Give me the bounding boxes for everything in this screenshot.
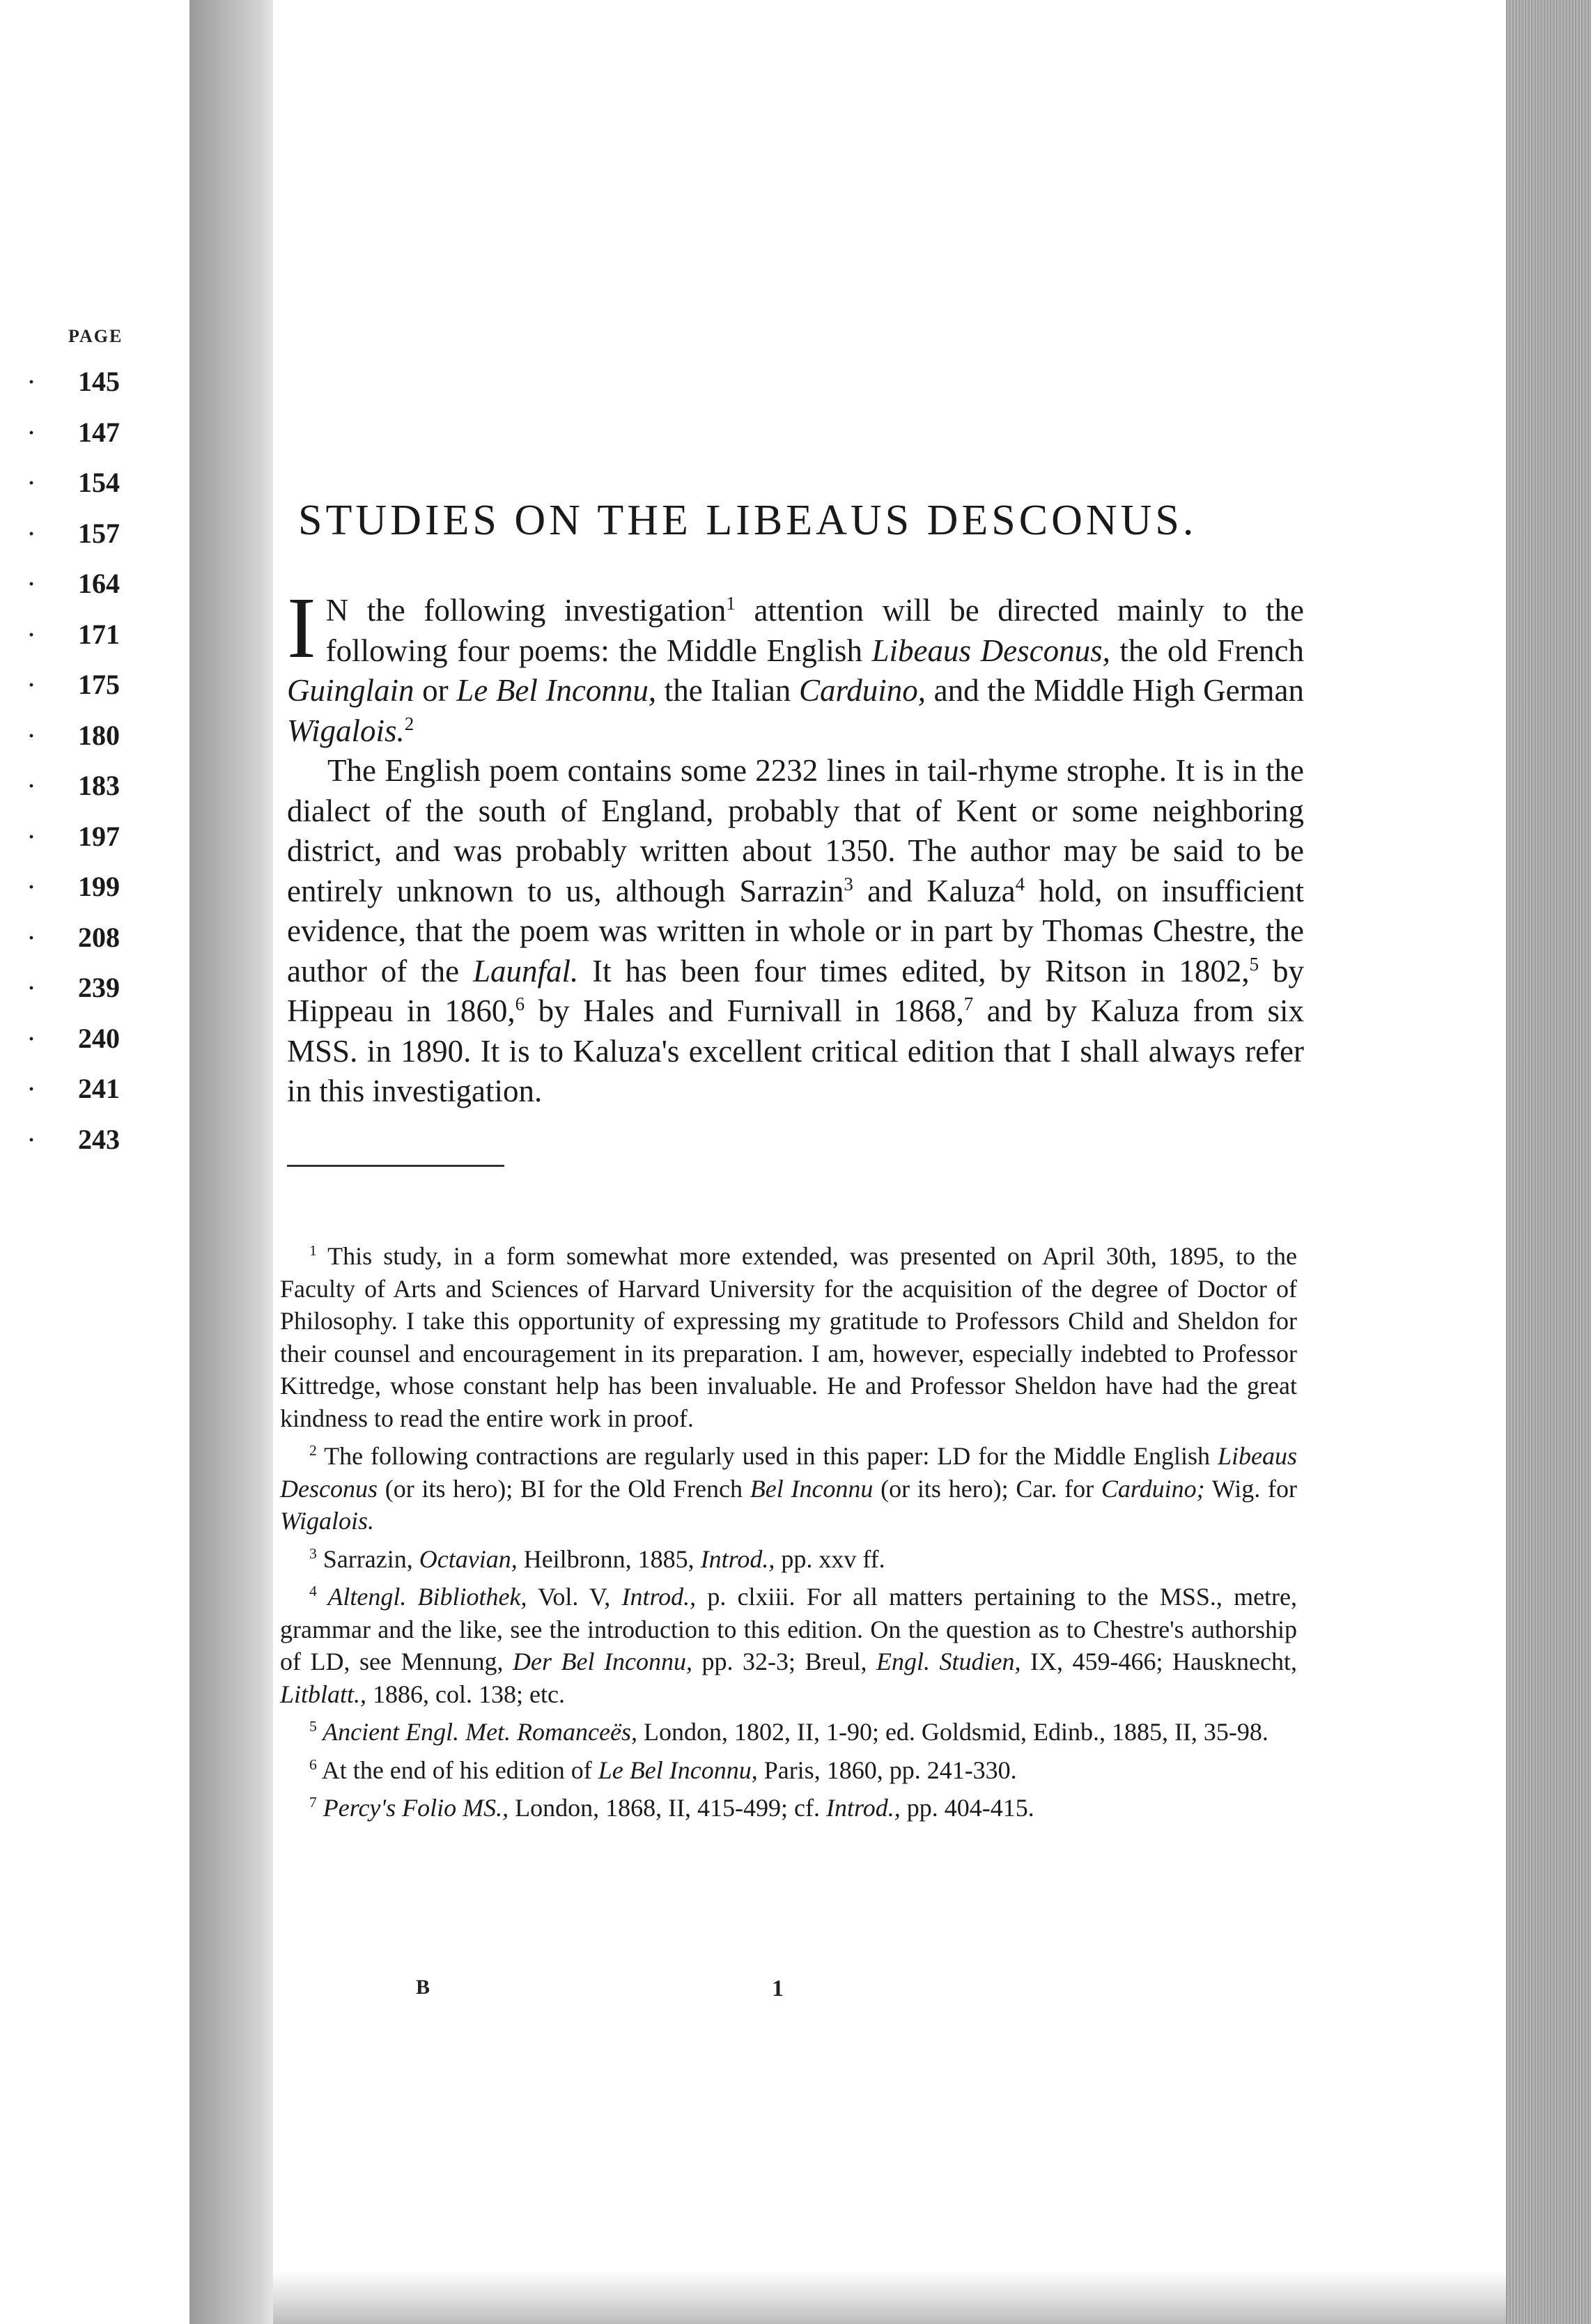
toc-page-number: 243 [78, 1123, 120, 1155]
leader-dot: · [28, 623, 36, 646]
footnote-4 [280, 1581, 1297, 1710]
facing-page [0, 0, 189, 2324]
footnote-italic: Litblatt., [280, 1680, 367, 1708]
footnote-italic: Bel Inconnu [750, 1474, 874, 1503]
footnote-text: 1886, col. 138; etc. [366, 1680, 565, 1708]
para1-text: and the Middle High German [926, 673, 1305, 708]
footnote-italic: Carduino; [1101, 1474, 1205, 1503]
toc-page-number: 157 [78, 517, 120, 549]
footnote-1 [280, 1240, 1297, 1434]
toc-page-number: 199 [78, 871, 120, 902]
footnote-2 [280, 1440, 1297, 1537]
para2-text: and by Kaluza from six MSS. in 1890. It is to Kaluza's excellent critical edition that I shall always refer in this investigation. [287, 993, 1304, 1108]
footnote-text: This study, in a form somewhat more extended, was presented on April 30th, 1895, to the Faculty of Arts and Sciences of Harvard University for the acquisition of the degree of Doctor of Philosophy. I take this opportunity of expressing my gratitude to Professors Child and Sheldon for their counsel and encouragement in its preparation. I am, however, especially indebted to Professor Kittredge, whose constant help has been invaluable. He and Professor Sheldon have had the great kindness to read the entire work in proof. [280, 1242, 1297, 1432]
leader-dot: · [28, 977, 36, 1000]
para2-text: hold, on insufficient evidence, that the poem was written in whole or in part by Thomas Chestre, the author of the [287, 873, 1304, 989]
toc-page-number: 145 [78, 366, 120, 397]
footnote-text: (or its hero); Car. for [873, 1474, 1101, 1503]
footnote-italic: Introd., [621, 1583, 697, 1611]
footnote-text: (or its hero); BI for the Old French [377, 1474, 750, 1503]
leader-dot: · [28, 926, 36, 950]
footnote-text: Sarrazin, [316, 1544, 419, 1573]
para1-text: the Italian [656, 673, 799, 708]
leader-dot: · [28, 876, 36, 899]
leader-dot: · [28, 775, 36, 798]
toc-entry [28, 416, 125, 451]
leader-dot: · [28, 1128, 36, 1152]
toc-entry [28, 1123, 125, 1158]
footnote-3 [280, 1543, 1297, 1576]
toc-page-number: 239 [78, 972, 120, 1003]
toc-entry [28, 618, 125, 653]
toc-entry [28, 820, 125, 855]
footnote-6 [280, 1754, 1297, 1787]
footnote-ref-3: 3 [844, 873, 853, 894]
toc-entry [28, 466, 125, 501]
footnote-text: At the end of his edition of [316, 1756, 598, 1784]
footnote-number: 1 [309, 1242, 317, 1259]
footnote-text: p. clxiii. For all matters pertaining to the MSS., metre, grammar and the like, see the introduction to this edition. On the question as to Chestre's authorship of LD, see Mennung, [280, 1583, 1298, 1675]
footnote-text: Heilbronn, 1885, [517, 1544, 701, 1573]
footnote-rule [287, 1165, 504, 1167]
paragraph-1 [287, 580, 1305, 751]
footnote-italic: Introd., [700, 1544, 775, 1573]
footnote-number: 4 [309, 1583, 317, 1599]
toc-entry [28, 870, 125, 905]
toc-page-number: 183 [78, 770, 120, 801]
leader-dot: · [28, 724, 36, 747]
toc-entry [28, 517, 125, 552]
leader-dot: · [28, 674, 36, 697]
footnote-italic: Der Bel Inconnu, [513, 1648, 692, 1675]
footnote-italic: Ancient Engl. Met. Romanceës, [316, 1718, 637, 1746]
footnote-ref-1: 1 [726, 593, 736, 614]
para1-text: attention will be directed mainly to the following four poems: the Middle English [325, 593, 1305, 668]
para2-text: It has been four times edited, by Ritson in 1802, [578, 953, 1250, 989]
toc-page-number: 240 [78, 1022, 120, 1054]
footnote-text: Vol. V, [527, 1583, 622, 1611]
para2-italic: Launfal. [472, 953, 579, 989]
leader-dot: · [28, 472, 36, 495]
toc-page-header: PAGE [68, 326, 123, 346]
para2-text: The English poem contains some 2232 lines in tail-rhyme strophe. It is in the dialect of the south of England, probably that of Kent or some neighboring district, and was probably written about 1350. The author may be said to be entirely unknown to us, although Sarrazin [287, 753, 1304, 908]
footnote-ref-7: 7 [963, 993, 974, 1014]
footnote-italic: Altengl. Bibliothek, [316, 1583, 527, 1611]
footnote-number: 6 [309, 1756, 317, 1773]
footnote-text: The following contractions are regularly used in this paper: LD for the Middle English [316, 1442, 1218, 1470]
footnote-ref-5: 5 [1249, 953, 1259, 975]
footnote-7 [280, 1792, 1297, 1825]
footnote-italic: Libeaus Desconus [280, 1442, 1297, 1503]
footnote-text: pp. 32-3; Breul, [692, 1648, 877, 1675]
footnote-ref-4: 4 [1015, 873, 1025, 894]
page-number: 1 [772, 1976, 784, 2001]
para1-italic: Wigalois. [287, 713, 405, 748]
toc-entry [28, 1022, 125, 1057]
footnote-italic: Le Bel Inconnu, [598, 1756, 758, 1784]
para2-text: and Kaluza [853, 873, 1016, 908]
para2-text: by Hales and Furnivall in 1868, [525, 993, 964, 1028]
toc-entry [28, 719, 125, 754]
leader-dot: · [28, 1027, 36, 1051]
toc-entry [28, 1072, 125, 1107]
para1-italic: Le Bel Inconnu, [456, 673, 657, 708]
para1-text: or [414, 673, 457, 708]
para1-italic: Libeaus Desconus, [871, 633, 1110, 668]
toc-entry [28, 769, 125, 804]
page-title: STUDIES ON THE LIBEAUS DESCONUS. [298, 497, 1197, 544]
toc-entry [28, 567, 125, 602]
footnote-5 [280, 1716, 1297, 1749]
para1-text: N the following investigation [325, 593, 727, 628]
book-page [273, 0, 1506, 2324]
leader-dot: · [28, 421, 36, 444]
footnotes [280, 1240, 1297, 1830]
footnote-text: London, 1802, II, 1-90; ed. Goldsmid, Edinb., 1885, II, 35-98. [637, 1718, 1268, 1746]
leader-dot: · [28, 1078, 36, 1101]
footnote-ref-2: 2 [404, 713, 414, 734]
toc-entry [28, 668, 125, 703]
toc-page-number: 164 [78, 568, 120, 599]
body-text [287, 580, 1305, 1112]
toc-page-number: 241 [78, 1073, 120, 1104]
footnote-number: 2 [309, 1442, 317, 1459]
toc-page-number: 147 [78, 416, 120, 448]
toc-entry [28, 971, 125, 1006]
toc-page-number: 154 [78, 467, 120, 498]
para1-italic: Guinglain [287, 673, 414, 708]
toc-page-number: 208 [78, 921, 120, 953]
footnote-text: Paris, 1860, pp. 241-330. [757, 1756, 1017, 1784]
footnote-number: 7 [309, 1794, 317, 1811]
paragraph-2 [287, 751, 1304, 1112]
footnote-italic: Octavian, [419, 1544, 518, 1573]
book-gutter [189, 0, 273, 2324]
toc-page-number: 197 [78, 820, 120, 852]
footnote-ref-6: 6 [515, 993, 525, 1014]
para1-italic: Carduino, [798, 673, 926, 708]
toc-page-number: 175 [78, 669, 120, 700]
para2-text: by Hippeau in 1860, [287, 953, 1305, 1028]
leader-dot: · [28, 371, 36, 394]
footnote-number: 5 [309, 1718, 317, 1735]
leader-dot: · [28, 825, 36, 849]
page-edge [1506, 0, 1591, 2324]
leader-dot: · [28, 573, 36, 596]
footnote-italic: Wigalois. [280, 1507, 375, 1535]
footnote-italic: Engl. Studien, [876, 1648, 1021, 1675]
toc-page-number: 180 [78, 719, 120, 751]
footnote-text: pp. xxv ff. [775, 1544, 885, 1573]
footnote-text: Wig. for [1204, 1474, 1297, 1503]
page-bottom-shadow [273, 2271, 1506, 2324]
footnote-italic: Introd., [826, 1794, 901, 1822]
signature-mark: B [416, 1976, 430, 1999]
footnote-text: London, 1868, II, 415-499; cf. [509, 1794, 827, 1822]
footnote-text: IX, 459-466; Hausknecht, [1020, 1648, 1297, 1675]
toc-entry [28, 365, 125, 400]
footnote-text: pp. 404-415. [900, 1794, 1034, 1822]
footnote-italic: Percy's Folio MS., [316, 1794, 509, 1822]
leader-dot: · [28, 522, 36, 545]
footnote-number: 3 [309, 1544, 317, 1562]
para1-text: the old French [1110, 633, 1305, 668]
toc-page-number: 171 [78, 618, 120, 650]
toc-entry [28, 921, 125, 956]
drop-cap: I [287, 580, 316, 676]
